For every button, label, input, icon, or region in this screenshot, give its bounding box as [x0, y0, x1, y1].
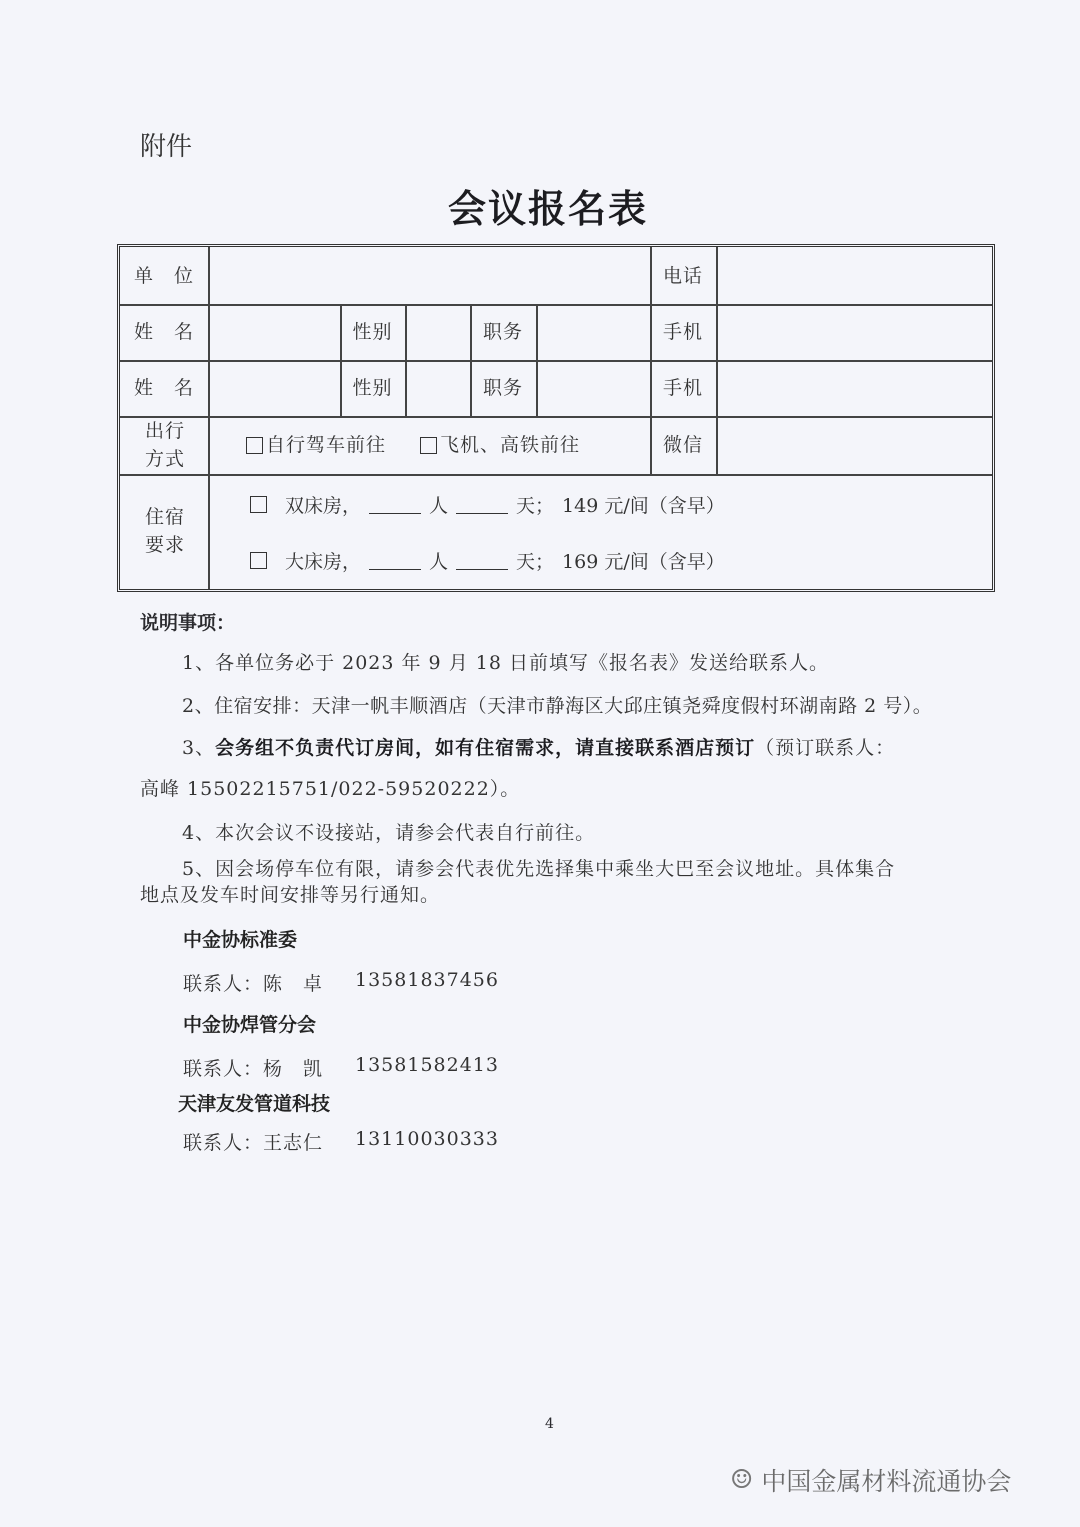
note-3-prefix: 3、 — [182, 737, 216, 759]
gender-label: 性别 — [352, 377, 393, 399]
watermark-text: 中国金属材料流通协会 — [761, 1467, 1012, 1496]
people-blank[interactable] — [369, 551, 421, 570]
position-input[interactable] — [537, 304, 650, 360]
contact-phone: 13581837456 — [355, 969, 499, 991]
contact-org: 天津友发管道科技 — [178, 1093, 331, 1115]
registration-form-table — [117, 244, 995, 592]
travel-options — [210, 416, 650, 474]
position-label: 职务 — [482, 321, 523, 343]
wechat-input[interactable] — [718, 416, 990, 474]
note-4: 4、本次会议不设接站，请参会代表自行前往。 — [182, 822, 596, 844]
checkbox[interactable] — [420, 437, 437, 454]
gender-input[interactable] — [406, 360, 470, 416]
note-2: 2、住宿安排：天津一帆丰顺酒店（天津市静海区大邱庄镇尧舜度假村环湖南路 2 号）。 — [182, 695, 933, 717]
mobile-label: 手机 — [662, 321, 703, 343]
position-input[interactable] — [537, 360, 650, 416]
phone-input[interactable] — [718, 247, 990, 304]
contact-phone: 13581582413 — [355, 1054, 499, 1076]
checkbox[interactable] — [250, 552, 267, 569]
room-type: 双床房， — [285, 495, 362, 517]
attachment-label: 附件 — [140, 132, 193, 162]
room-option-twin[interactable] — [250, 491, 725, 518]
page-title: 会议报名表 — [447, 186, 648, 231]
room-price: 169 元/间（含早） — [562, 551, 725, 573]
contact-phone: 13110030333 — [355, 1128, 499, 1150]
option-label: 自行驾车前往 — [266, 434, 387, 456]
note-3-bold: 会务组不负责代订房间，如有住宿需求，请直接联系酒店预订 — [215, 737, 756, 759]
unit-label: 单 位 — [133, 264, 194, 287]
mobile-input[interactable] — [718, 360, 990, 416]
people-unit: 人 — [429, 551, 449, 573]
page-number: 4 — [545, 1416, 554, 1432]
option-label: 飞机、高铁前往 — [440, 434, 581, 456]
note-5-line2: 地点及发车时间安排等另行通知。 — [140, 884, 441, 906]
notes-heading: 说明事项： — [140, 612, 236, 634]
days-unit: 天； — [516, 495, 555, 517]
watermark — [730, 1462, 1011, 1498]
gender-input[interactable] — [406, 304, 470, 360]
note-3 — [182, 733, 895, 760]
contact-org: 中金协标准委 — [183, 929, 298, 951]
travel-option-drive[interactable] — [246, 431, 386, 459]
checkbox[interactable] — [250, 496, 267, 513]
days-blank[interactable] — [456, 551, 508, 570]
note-5: 5、因会场停车位有限，请参会代表优先选择集中乘坐大巴至会议地址。具体集合 — [182, 858, 896, 880]
name-label: 姓 名 — [133, 377, 194, 399]
room-type: 大床房， — [285, 551, 362, 573]
mobile-label: 手机 — [662, 377, 703, 399]
note-1: 1、各单位务必于 2023 年 9 月 18 日前填写《报名表》发送给联系人。 — [182, 652, 829, 674]
people-unit: 人 — [429, 495, 449, 517]
name-label: 姓 名 — [133, 321, 194, 343]
wechat-icon: ☺ — [730, 1465, 754, 1495]
people-blank[interactable] — [369, 495, 421, 514]
travel-option-plane-train[interactable] — [420, 431, 580, 459]
name-input[interactable] — [210, 360, 340, 416]
checkbox[interactable] — [246, 437, 263, 454]
lodging-label: 住宿要求 — [144, 506, 185, 556]
contact-person: 联系人：陈 卓 — [183, 973, 324, 995]
phone-label: 电话 — [662, 264, 703, 287]
position-label: 职务 — [482, 377, 523, 399]
wechat-label: 微信 — [662, 434, 703, 456]
contact-person: 联系人：王志仁 — [183, 1132, 324, 1154]
contact-person: 联系人：杨 凯 — [183, 1058, 324, 1080]
note-3-rest: （预订联系人： — [755, 737, 896, 759]
days-unit: 天； — [516, 551, 555, 573]
contact-org: 中金协焊管分会 — [183, 1014, 317, 1036]
unit-input[interactable] — [210, 247, 650, 304]
room-option-king[interactable] — [250, 547, 725, 574]
note-3-line2: 高峰 15502215751/022-59520222）。 — [140, 778, 521, 800]
days-blank[interactable] — [456, 495, 508, 514]
mobile-input[interactable] — [718, 304, 990, 360]
name-input[interactable] — [210, 304, 340, 360]
room-price: 149 元/间（含早） — [562, 495, 725, 517]
travel-label: 出行方式 — [144, 420, 185, 470]
gender-label: 性别 — [352, 321, 393, 343]
